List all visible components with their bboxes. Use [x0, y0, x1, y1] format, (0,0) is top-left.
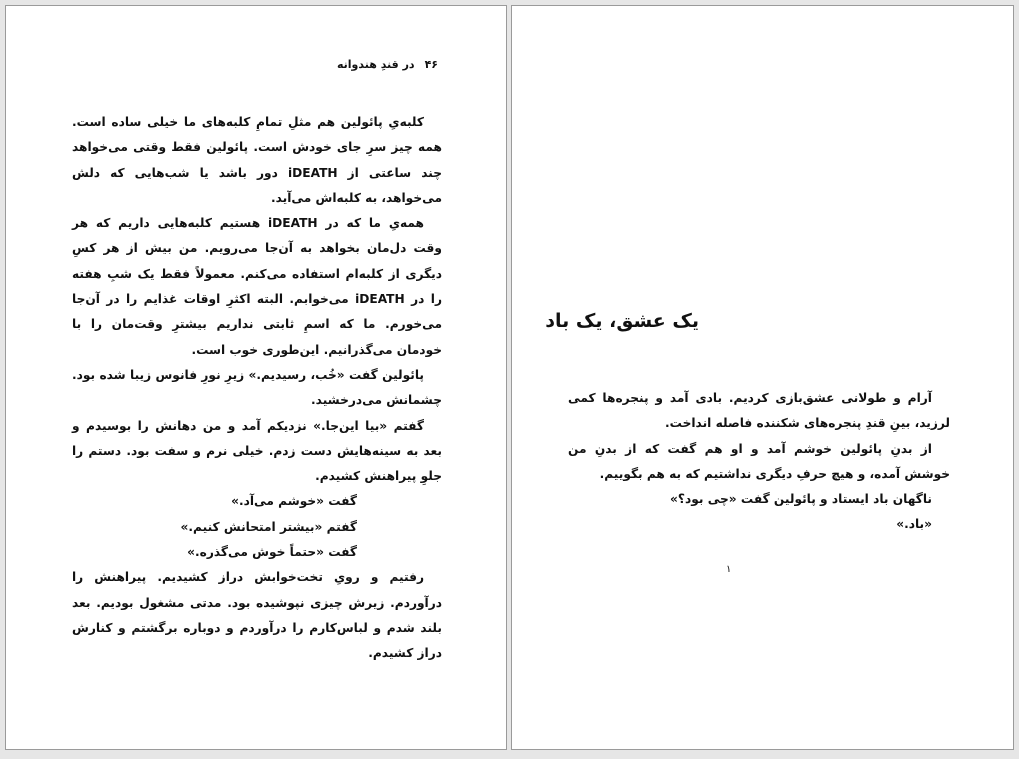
book-title: در قندِ هندوانه — [336, 58, 415, 71]
page-mark: ۱ — [726, 564, 732, 575]
paragraph: پائولین گفت «خُب، رسیدیم.» زیرِ نورِ فانوس زیبا شده بود. چشمانش می‌درخشید. — [72, 367, 442, 408]
paragraph: ناگهان باد ایستاد و پائولین گفت «چی بود؟» — [670, 492, 932, 507]
paragraph: همه‌یِ ما که در iDEATH هستیم کلبه‌هایی داریم که هر وقت دل‌مان بخواهد به آن‌جا می‌رویم. من بیش از هر کسِ دیگری از کلبه‌ام استفاده می‌کنم. معمولاً فقط یک شبِ هفته را در iDEATH می‌خوابم. البته اکثرِ اوقات غذایم را در آن‌جا می‌خورم. ما که اسمِ ثابتی نداریم بیشترِ وقت‌مان را با خودمان می‌گذرانیم. این‌طوری خوب است. — [72, 216, 442, 357]
dialogue-line: گفت «خوشم می‌آد.» — [231, 494, 357, 509]
dialogue-line: گفت «حتماً خوش می‌گذره.» — [187, 545, 357, 560]
paragraph: رفتیم و رویِ تخت‌خوابش دراز کشیدیم. پیراهنش را درآوردم. زیرش چیزی نپوشیده بود. مدتی مشغول بودیم. بعد بلند شدم و لباس‌کارم را درآوردم و دوباره برگشتم و کنارش دراز کشیدم. — [72, 570, 442, 661]
paragraph: «باد.» — [896, 517, 932, 532]
left-page-body — [72, 110, 442, 667]
dialogue-line: گفتم «بیشتر امتحانش کنیم.» — [180, 519, 357, 534]
paragraph: از بدنِ پائولین خوشم آمد و او هم گفت که از بدنِ من خوشش آمده، و هیچ حرفِ دیگری نداشتیم که به هم بگوییم. — [568, 441, 950, 481]
paragraph: آرام و طولانی عشق‌بازی کردیم. بادی آمد و پنجره‌ها کمی لرزید، بینِ قندِ پنجره‌های شکننده فاصله انداخت. — [568, 391, 950, 431]
right-page-body — [568, 386, 950, 538]
running-header — [337, 58, 438, 71]
page-number: ۴۶ — [424, 58, 438, 71]
chapter-title: یک عشق، یک باد — [545, 310, 699, 332]
paragraph: کلبه‌یِ پائولین هم مثلِ تمامِ کلبه‌های ما خیلی ساده است. همه چیز سرِ جای خودش است. پائولین فقط وقتی می‌خواهد چند ساعتی از iDEATH دور باشد یا شب‌هایی که دلش می‌خواهد، به کلبه‌اش می‌آید. — [72, 115, 442, 205]
paragraph: گفتم «بیا این‌جا.» نزدیکم آمد و من دهانش را بوسیدم و بعد به سینه‌هایش دست زدم. خیلی نرم و سفت بود. دستم را جلوِ پیراهنش کشیدم. — [72, 418, 442, 484]
left-page — [5, 5, 507, 750]
right-page — [511, 5, 1014, 750]
